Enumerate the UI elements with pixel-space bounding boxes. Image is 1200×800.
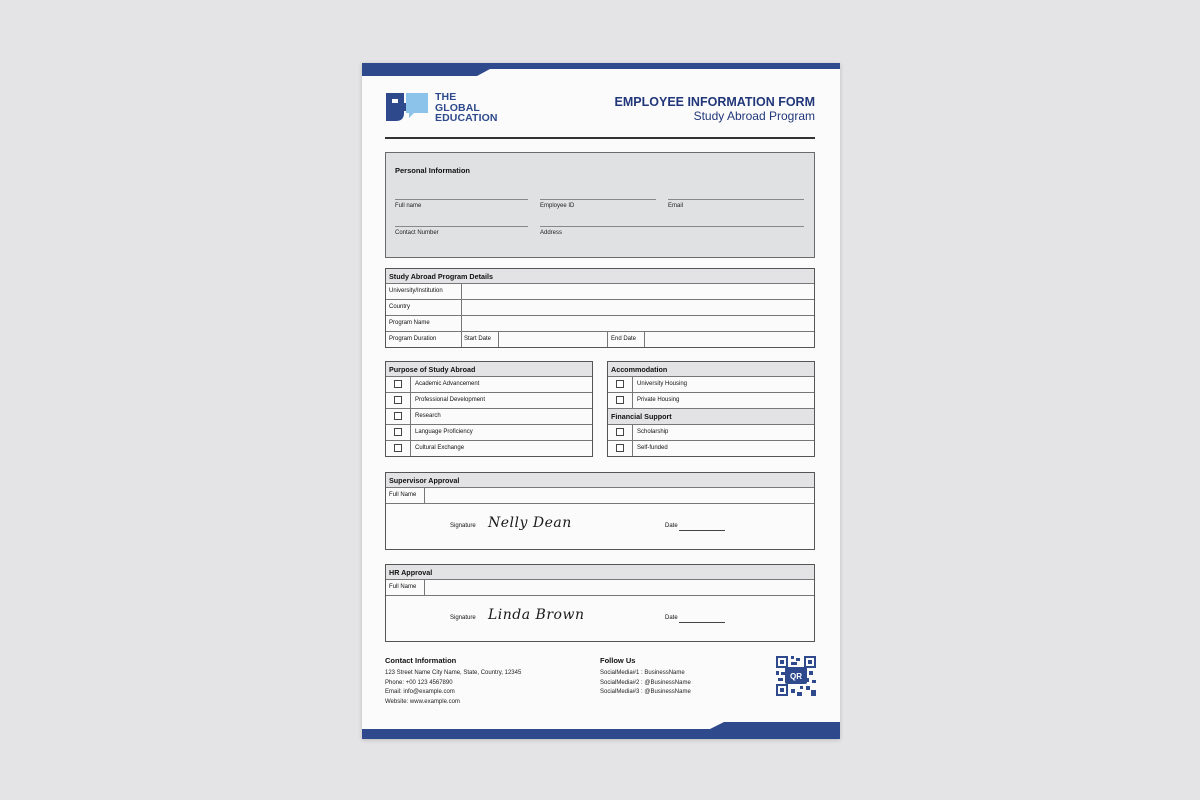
email-label: Email: [668, 203, 684, 209]
form-page: [362, 63, 840, 739]
signature-label: Signature: [450, 615, 476, 621]
row-label: Country: [389, 304, 411, 310]
checkbox[interactable]: [616, 428, 624, 436]
section-title: Personal Information: [395, 166, 471, 175]
supervisor-name-input[interactable]: [425, 488, 814, 503]
full-name-label: Full Name: [389, 492, 417, 498]
checkbox[interactable]: [394, 412, 402, 420]
table-row: [386, 284, 814, 300]
date-label: Date: [665, 615, 678, 621]
supervisor-signature[interactable]: Nelly Dean: [488, 515, 572, 531]
checkbox-row: [386, 425, 592, 441]
logo-line-2: GLOBAL: [435, 101, 480, 114]
table-title: Purpose of Study Abroad: [389, 365, 476, 374]
contact-title: Contact Information: [385, 656, 457, 665]
address-label: Address: [540, 230, 563, 236]
follow-title: Follow Us: [600, 656, 636, 665]
checkbox-row: [386, 377, 592, 393]
signature-label: Signature: [450, 523, 476, 529]
checkbox-label: Scholarship: [637, 429, 669, 435]
checkbox[interactable]: [616, 380, 624, 388]
qr-code-icon: [776, 656, 816, 696]
program-name-input[interactable]: [462, 316, 814, 331]
table-title: HR Approval: [389, 568, 433, 577]
table-title: Accommodation: [611, 365, 668, 374]
supervisor-approval-section: [385, 472, 815, 550]
checkbox-label: Research: [415, 413, 441, 419]
checkbox-row: [386, 441, 592, 456]
hr-name-input[interactable]: [425, 580, 814, 595]
contact-number-field[interactable]: [395, 226, 528, 227]
email-field[interactable]: [668, 199, 804, 200]
table-row: [386, 488, 814, 504]
checkbox-row: [386, 409, 592, 425]
table-header: [386, 473, 814, 488]
table-header: [386, 565, 814, 580]
table-header: [386, 362, 592, 377]
logo-line-3: EDUCATION: [435, 112, 498, 124]
cell-divider: [461, 332, 462, 347]
date-label: Date: [665, 523, 678, 529]
cell-divider: [607, 332, 608, 347]
end-date-label: End Date: [611, 336, 637, 342]
employee-id-field[interactable]: [540, 199, 656, 200]
header-divider: [385, 137, 815, 139]
personal-information-section: [385, 152, 815, 258]
table-row: [386, 580, 814, 596]
end-date-input[interactable]: [645, 332, 814, 347]
logo-text: [435, 92, 498, 124]
checkbox[interactable]: [616, 396, 624, 404]
checkbox-label: University Housing: [637, 381, 688, 387]
checkbox-label: Professional Development: [415, 397, 486, 403]
accommodation-financial-table: [607, 361, 815, 457]
row-label: University/Institution: [389, 288, 443, 294]
table-title: Study Abroad Program Details: [389, 272, 493, 281]
checkbox-row: [608, 393, 814, 409]
row-label: Program Name: [389, 320, 430, 326]
checkbox-label: Self-funded: [637, 445, 668, 451]
start-date-input[interactable]: [499, 332, 607, 347]
address-field[interactable]: [540, 226, 804, 227]
row-label: Program Duration: [389, 336, 437, 342]
checkbox-row: [608, 441, 814, 456]
bottom-band: [362, 722, 840, 739]
social-line: SocialMedia#1 : BusinessName: [600, 670, 685, 676]
university-input[interactable]: [462, 284, 814, 299]
checkbox[interactable]: [394, 380, 402, 388]
checkbox-row: [608, 377, 814, 393]
logo: [384, 91, 514, 127]
checkbox-label: Language Proficiency: [415, 429, 473, 435]
table-title: Supervisor Approval: [389, 476, 460, 485]
table-header: [386, 269, 814, 284]
hr-signature[interactable]: Linda Brown: [488, 607, 585, 623]
contact-number-label: Contact Number: [395, 230, 439, 236]
logo-line-1: THE: [435, 91, 457, 103]
top-band: [362, 63, 840, 76]
employee-id-label: Employee ID: [540, 203, 575, 209]
date-field[interactable]: [679, 622, 725, 623]
date-field[interactable]: [679, 530, 725, 531]
full-name-field[interactable]: [395, 199, 528, 200]
checkbox[interactable]: [394, 444, 402, 452]
program-details-table: [385, 268, 815, 348]
contact-address: 123 Street Name City Name, State, Country, 12345: [385, 670, 522, 676]
checkbox-label: Private Housing: [637, 397, 680, 403]
contact-phone: Phone: +00 123 4567890: [385, 680, 453, 686]
checkbox-label: Academic Advancement: [415, 381, 480, 387]
qr-label: QR: [790, 672, 802, 681]
checkbox[interactable]: [394, 428, 402, 436]
contact-website: Website: www.example.com: [385, 699, 460, 705]
checkbox-label: Cultural Exchange: [415, 445, 465, 451]
table-row: [386, 300, 814, 316]
purpose-table: [385, 361, 593, 457]
table-row: [386, 316, 814, 332]
checkbox[interactable]: [616, 444, 624, 452]
table-title: Financial Support: [611, 412, 672, 421]
table-row: [386, 332, 814, 347]
hr-approval-section: [385, 564, 815, 642]
table-subheader: [608, 409, 814, 425]
social-line: SocialMedia#2 : @BusinessName: [600, 680, 691, 686]
logo-mark-icon: [384, 91, 432, 127]
social-line: SocialMedia#3 : @BusinessName: [600, 689, 691, 695]
full-name-label: Full name: [395, 203, 422, 209]
country-input[interactable]: [462, 300, 814, 315]
checkbox[interactable]: [394, 396, 402, 404]
checkbox-row: [608, 425, 814, 441]
table-header: [608, 362, 814, 377]
start-date-label: Start Date: [464, 336, 492, 342]
checkbox-row: [386, 393, 592, 409]
form-subtitle: Study Abroad Program: [693, 109, 815, 123]
contact-email: Email: info@example.com: [385, 689, 455, 695]
form-title: EMPLOYEE INFORMATION FORM: [614, 95, 815, 109]
full-name-label: Full Name: [389, 584, 417, 590]
